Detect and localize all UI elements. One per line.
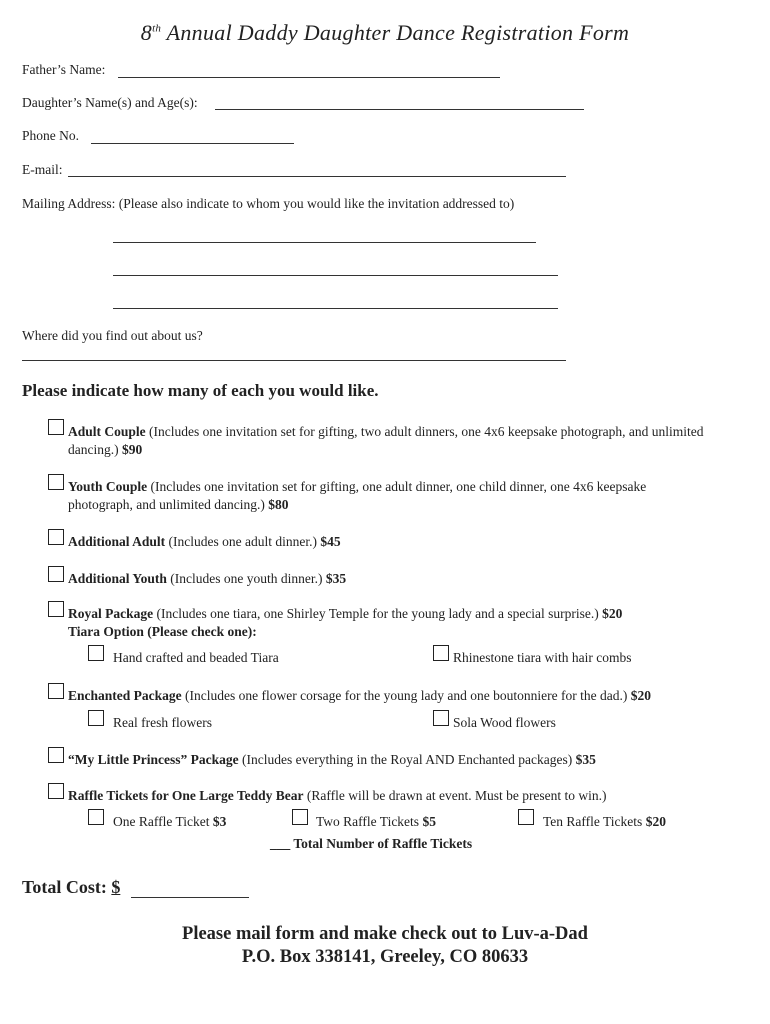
enchanted-package-item: Enchanted Package (Includes one flower corsage for the young lady and one boutonniere for the dad.) $20 [68, 688, 651, 703]
mailing-address-line-3[interactable] [113, 308, 558, 309]
flowers-sola-wood-checkbox[interactable] [433, 710, 449, 726]
father-name-label: Father’s Name: [22, 62, 106, 77]
little-princess-checkbox[interactable] [48, 747, 64, 763]
additional-youth-checkbox[interactable] [48, 566, 64, 582]
raffle-item: Raffle Tickets for One Large Teddy Bear (Raffle will be drawn at event. Must be present to win.) [68, 788, 607, 803]
raffle-checkbox[interactable] [48, 783, 64, 799]
tiara-rhinestone-checkbox[interactable] [433, 645, 449, 661]
tiara-handcrafted-checkbox[interactable] [88, 645, 104, 661]
flowers-fresh-checkbox[interactable] [88, 710, 104, 726]
youth-couple-item: Youth Couple (Includes one invitation set for gifting, one adult dinner, one child dinner, one 4x6 keepsake photograph, and unlimited dancing.) $80 [68, 479, 647, 512]
mailing-address-line-1[interactable] [113, 242, 536, 243]
raffle-two-label: Two Raffle Tickets $5 [316, 814, 436, 829]
form-title: 8th Annual Daddy Daughter Dance Registration Form [140, 20, 630, 45]
tiara-handcrafted-label: Hand crafted and beaded Tiara [113, 650, 279, 665]
enchanted-package-checkbox[interactable] [48, 683, 64, 699]
total-cost-label: Total Cost: $ [22, 877, 121, 897]
royal-package-item: Royal Package (Includes one tiara, one Shirley Temple for the young lady and a special surprise.) $20 [68, 606, 623, 621]
flowers-sola-wood-label: Sola Wood flowers [453, 715, 556, 730]
additional-adult-item: Additional Adult (Includes one adult dinner.) $45 [68, 534, 341, 549]
referral-field[interactable] [22, 360, 566, 361]
raffle-two-checkbox[interactable] [292, 809, 308, 825]
total-cost-field[interactable] [131, 897, 249, 898]
section-heading: Please indicate how many of each you would like. [22, 381, 379, 400]
mailing-instructions: Please mail form and make check out to Luv-a-Dad [182, 924, 588, 944]
adult-couple-item: Adult Couple (Includes one invitation set for gifting, two adult dinners, one 4x6 keepsake photograph, and unlimited dancing.) $90 [68, 424, 704, 457]
raffle-one-checkbox[interactable] [88, 809, 104, 825]
tiara-rhinestone-label: Rhinestone tiara with hair combs [453, 650, 632, 665]
email-field[interactable] [68, 176, 566, 177]
phone-field[interactable] [91, 143, 294, 144]
flowers-fresh-label: Real fresh flowers [113, 715, 212, 730]
father-name-field[interactable] [118, 77, 500, 78]
raffle-ten-checkbox[interactable] [518, 809, 534, 825]
youth-couple-checkbox[interactable] [48, 474, 64, 490]
adult-couple-checkbox[interactable] [48, 419, 64, 435]
referral-label: Where did you find out about us? [22, 328, 203, 343]
daughter-name-label: Daughter’s Name(s) and Age(s): [22, 95, 198, 110]
mailing-address-line-2[interactable] [113, 275, 558, 276]
raffle-ten-label: Ten Raffle Tickets $20 [543, 814, 666, 829]
email-label: E-mail: [22, 162, 63, 177]
additional-adult-checkbox[interactable] [48, 529, 64, 545]
raffle-total-blank[interactable]: ___ [270, 836, 291, 851]
additional-youth-item: Additional Youth (Includes one youth dinner.) $35 [68, 571, 347, 586]
po-box-address: P.O. Box 338141, Greeley, CO 80633 [241, 947, 529, 967]
raffle-one-label: One Raffle Ticket $3 [113, 814, 227, 829]
little-princess-item: “My Little Princess” Package (Includes everything in the Royal AND Enchanted packages) $35 [68, 752, 596, 767]
royal-package-checkbox[interactable] [48, 601, 64, 617]
mailing-address-label: Mailing Address: (Please also indicate to whom you would like the invitation addressed to) [22, 196, 515, 211]
raffle-total-line: ___ Total Number of Raffle Tickets [270, 836, 473, 851]
daughter-name-field[interactable] [215, 109, 584, 110]
phone-label: Phone No. [22, 128, 79, 143]
tiara-option-heading: Tiara Option (Please check one): [68, 624, 257, 639]
